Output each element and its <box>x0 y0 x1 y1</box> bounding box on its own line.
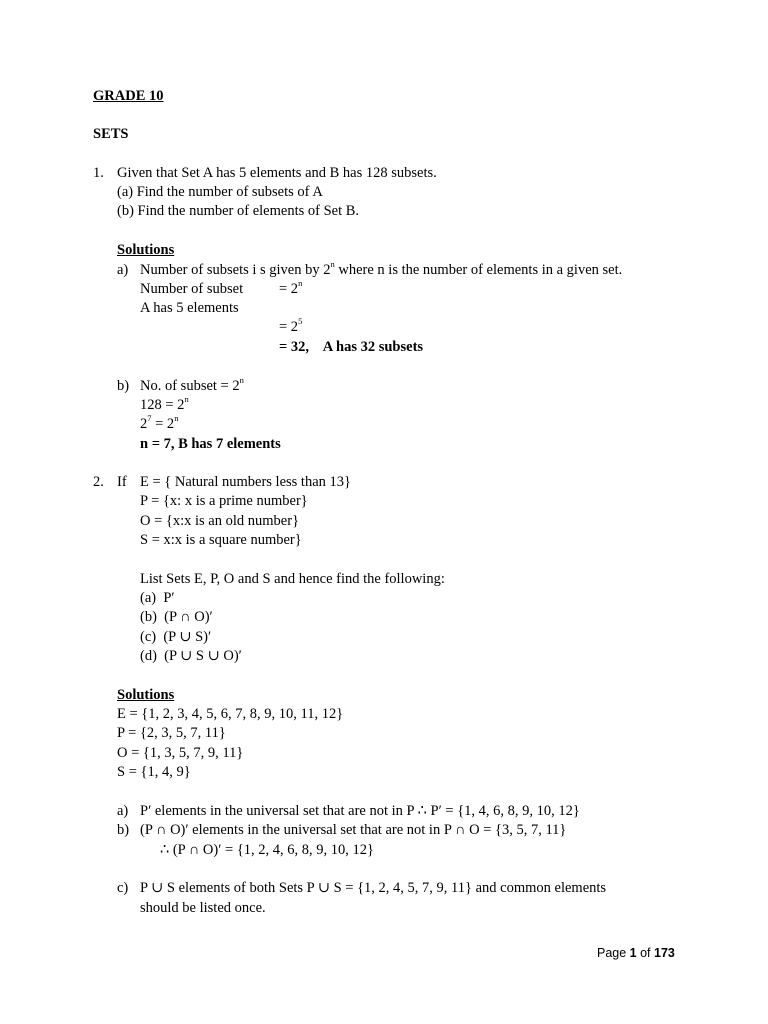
page-number: Page 1 of 173 <box>597 946 675 960</box>
q2-item-a: (a) P′ <box>140 590 175 606</box>
sol1-result-b: n = 7, B has 7 elements <box>140 436 281 452</box>
q2-if: If <box>117 474 127 490</box>
sol1-result-a: = 32, A has 32 subsets <box>279 339 424 355</box>
q2-item-b: (b) (P ∩ O)′ <box>140 609 213 625</box>
sol2-a-text: P′ elements in the universal set that are not in P ∴ P′ = {1, 4, 6, 8, 9, 10, 12} <box>140 803 580 819</box>
sol2-c-text-1: P ∪ S elements of both Sets P ∪ S = {1, 2, 4, 5, 7, 9, 11} and common elements <box>140 880 607 896</box>
sol1-subset-label: Number of subset <box>140 281 244 297</box>
grade-heading: GRADE 10 <box>93 88 164 104</box>
q1-part-b: (b) Find the number of elements of Set B. <box>117 203 360 219</box>
sol1-b-line2: $128 = 2^n$ <box>140 394 189 413</box>
q1-text: Given that Set A has 5 elements and B has 128 subsets. <box>117 165 437 181</box>
solutions-2-heading: Solutions <box>117 687 175 703</box>
sol1-b-marker: b) <box>117 378 130 394</box>
sol2-set-p: P = {2, 3, 5, 7, 11} <box>117 725 226 741</box>
sol2-set-s: S = {1, 4, 9} <box>117 764 191 780</box>
sol2-c-text-2: should be listed once. <box>140 900 266 916</box>
q1-part-a: (a) Find the number of subsets of A <box>117 184 323 200</box>
q2-set-e: E = { Natural numbers less than 13} <box>140 474 351 490</box>
q2-instruction: List Sets E, P, O and S and hence find the following: <box>140 571 445 587</box>
sol1-b-line3: $2^7 = 2^n$ <box>140 413 179 432</box>
q1-number: 1. <box>93 165 104 181</box>
sol2-b-text: (P ∩ O)′ elements in the universal set that are not in P ∩ O = {3, 5, 7, 11} <box>140 822 567 838</box>
sol1-a-line1: Number of subsets i s given by 2$^n$ where n is the number of elements in a given set. <box>140 259 623 278</box>
q2-set-s: S = x:x is a square number} <box>140 532 302 548</box>
sol1-eq-25: = $2^5$ <box>279 316 303 335</box>
topic-heading: SETS <box>93 126 129 142</box>
sol2-b-marker: b) <box>117 822 130 838</box>
sol2-set-o: O = {1, 3, 5, 7, 9, 11} <box>117 745 244 761</box>
sol1-a-marker: a) <box>117 262 129 278</box>
sol2-a-marker: a) <box>117 803 129 819</box>
q2-item-d: (d) (P ∪ S ∪ O)′ <box>140 648 242 664</box>
sol1-a-has: A has 5 elements <box>140 300 239 316</box>
q2-number: 2. <box>93 474 104 490</box>
q2-set-o: O = {x:x is an old number} <box>140 513 300 529</box>
sol1-b-line1: No. of subset = $2^n$ <box>140 375 244 394</box>
sol2-set-e: E = {1, 2, 3, 4, 5, 6, 7, 8, 9, 10, 11, 12} <box>117 706 344 722</box>
sol2-c-marker: c) <box>117 880 129 896</box>
sol2-b-result: ∴ (P ∩ O)′ = {1, 2, 4, 6, 8, 9, 10, 12} <box>160 842 374 858</box>
sol1-eq-2n: = $2^n$ <box>279 278 303 297</box>
q2-set-p: P = {x: x is a prime number} <box>140 493 308 509</box>
solutions-1-heading: Solutions <box>117 242 175 258</box>
q2-item-c: (c) (P ∪ S)′ <box>140 629 212 645</box>
